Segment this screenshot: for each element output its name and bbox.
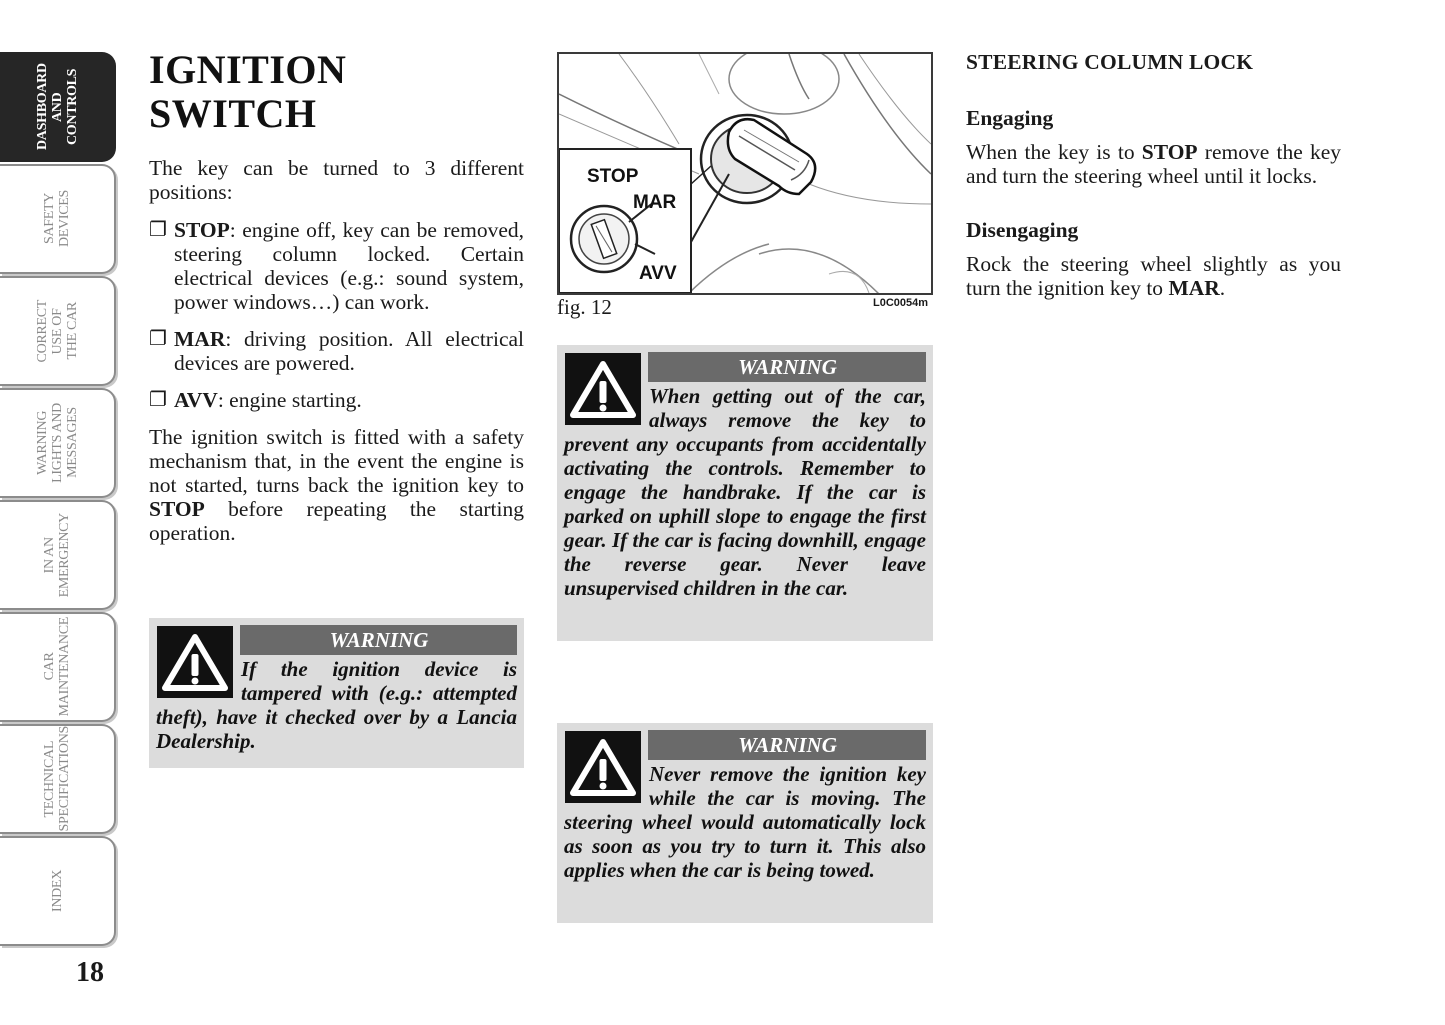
warning-box-moving-car <box>557 723 933 923</box>
ignition-switch-illustration <box>559 54 931 293</box>
engaging-paragraph <box>966 140 1341 188</box>
engaging-key: STOP <box>1141 140 1198 164</box>
disengaging-paragraph <box>966 252 1341 300</box>
safety-text: The ignition switch is fitted with a safety mechanism that, in the event the engine is not started, turns back the ignition key to <box>149 425 524 497</box>
list-item <box>149 327 524 375</box>
checkbox-bullet-icon: ❐ <box>149 219 167 241</box>
warning-heading: WARNING <box>648 730 926 760</box>
tab-car-maintenance[interactable] <box>0 612 116 722</box>
tab-in-an-emergency[interactable] <box>0 500 116 610</box>
tab-label: IN AN EMERGENCY <box>42 512 72 598</box>
warning-text: If the ignition device is tampered with (e.g.: attempted theft), have it checked over by a Lancia Dealership. <box>156 657 517 753</box>
warning-heading: WARNING <box>240 625 517 655</box>
checkbox-bullet-icon: ❐ <box>149 328 167 350</box>
checkbox-bullet-icon: ❐ <box>149 389 167 411</box>
warning-triangle-icon <box>565 353 641 425</box>
tab-label: INDEX <box>49 869 65 913</box>
warning-heading: WARNING <box>648 352 926 382</box>
steering-lock-section <box>966 48 1341 300</box>
tab-technical-specifications[interactable] <box>0 724 116 834</box>
safety-paragraph <box>149 425 524 545</box>
intro-paragraph: The key can be turned to 3 different positions: <box>149 156 524 204</box>
page-number: 18 <box>76 957 104 988</box>
page-title: IGNITION SWITCH <box>149 47 347 136</box>
tab-safety-devices[interactable] <box>0 164 116 274</box>
disengaging-title: Disengaging <box>966 218 1079 242</box>
tab-label: CORRECT USE OF THE CAR <box>34 299 80 363</box>
engaging-text: When the key is to <box>966 140 1142 164</box>
tab-index[interactable] <box>0 836 116 946</box>
position-text: : engine starting. <box>217 388 362 412</box>
safety-text-end: before repeating the starting operation. <box>149 497 524 545</box>
section-title: STEERING COLUMN LOCK <box>966 50 1254 74</box>
tab-warning-lights-and-messages[interactable] <box>0 388 116 498</box>
tab-label: CAR MAINTENANCE <box>42 617 72 717</box>
disengaging-key: MAR <box>1168 276 1220 300</box>
position-key: MAR <box>174 327 226 351</box>
engaging-text-end: remove the key and turn the steering wheel until it locks. <box>966 140 1341 188</box>
safety-key: STOP <box>149 497 205 521</box>
figure-code: L0C0054m <box>873 297 929 309</box>
ignition-figure <box>557 52 933 295</box>
disengaging-text: Rock the steering wheel slightly as you turn the ignition key to <box>966 252 1341 300</box>
engaging-title: Engaging <box>966 106 1054 130</box>
figure-label-avv: AVV <box>639 263 677 284</box>
tab-dashboard-and-controls[interactable] <box>0 52 116 162</box>
warning-triangle-icon <box>157 626 233 698</box>
figure-caption: fig. 12 <box>557 295 612 319</box>
positions-list <box>149 218 524 412</box>
ignition-section <box>149 48 524 545</box>
warning-box-leaving-car <box>557 345 933 641</box>
list-item <box>149 218 524 314</box>
disengaging-text-end: . <box>1219 276 1226 300</box>
warning-triangle-icon <box>565 731 641 803</box>
position-text: : driving position. All electrical devices are powered. <box>174 327 524 375</box>
tab-label: TECHNICAL SPECIFICATIONS <box>42 726 72 832</box>
warning-text: Never remove the ignition key while the car is moving. The steering wheel would automatically lock as soon as you try to turn it. This also applies when the car is being towed. <box>564 762 926 882</box>
warning-box-tampering <box>149 618 524 768</box>
position-text: : engine off, key can be removed, steering column locked. Certain electrical devices (e.g.: sound system, power windows…) can work. <box>174 218 524 314</box>
list-item <box>149 388 524 412</box>
tab-label: SAFETY DEVICES <box>42 190 72 248</box>
position-key: AVV <box>174 388 218 412</box>
position-key: STOP <box>174 218 230 242</box>
figure-label-mar: MAR <box>633 192 677 213</box>
tab-correct-use-of-the-car[interactable] <box>0 276 116 386</box>
figure-label-stop: STOP <box>587 166 639 187</box>
warning-text: When getting out of the car, always remove the key to prevent any occupants from accidentally activating the controls. Remember to engage the handbrake. If the car is parked on uphill slope to engage the first gear. If the car is facing downhill, engage the reverse gear. Never leave unsupervised children in the car. <box>564 384 926 600</box>
tab-label: WARNING LIGHTS AND MESSAGES <box>34 403 80 483</box>
tab-label: DASHBOARD AND CONTROLS <box>34 63 80 151</box>
